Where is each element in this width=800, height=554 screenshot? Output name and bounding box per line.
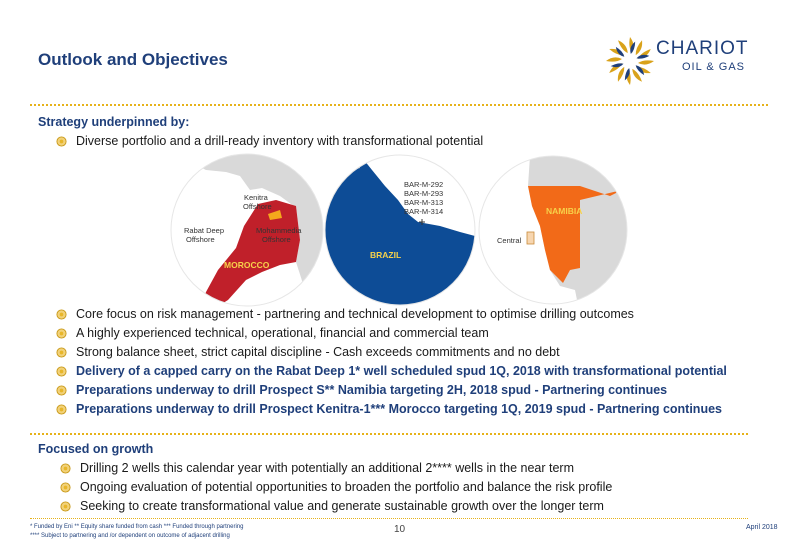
footnote-funding: * Funded by Eni ** Equity share funded from cash *** Funded through partnering	[30, 524, 244, 530]
sunburst-bullet-icon	[56, 404, 67, 415]
bullet-text: Drilling 2 wells this calendar year with potentially an additional 2**** wells in the near term	[80, 461, 575, 475]
strategy-bullet	[76, 326, 489, 340]
bullet-text: Preparations underway to drill Prospect Kenitra-1*** Morocco targeting 1Q, 2019 spud - Partnering continues	[76, 402, 722, 416]
sunburst-bullet-icon	[56, 366, 67, 377]
sunburst-bullet-icon	[56, 309, 67, 320]
map-label-rabat-offshore: Offshore	[186, 235, 215, 244]
map-label-mohammedia: Mohammedia	[256, 226, 302, 235]
map-label-mohammedia-offshore: Offshore	[262, 235, 291, 244]
strategy-bullet-highlight	[76, 383, 667, 397]
sunburst-bullet-icon	[60, 501, 71, 512]
growth-heading: Focused on growth	[38, 442, 154, 456]
map-label-kenitra-offshore: Offshore	[243, 202, 272, 211]
bullet-text: Preparations underway to drill Prospect S** Namibia targeting 2H, 2018 spud - Partnering continues	[76, 383, 668, 397]
growth-bullet	[80, 461, 574, 475]
strategy-bullet	[76, 345, 560, 359]
map-label-bar-m-314: BAR-M-314	[404, 207, 444, 216]
section-divider	[30, 433, 748, 435]
sunburst-bullet-icon	[56, 347, 67, 358]
map-country-morocco: MOROCCO	[224, 260, 270, 270]
page-title: Outlook and Objectives	[38, 50, 228, 69]
growth-bullet	[80, 480, 612, 494]
sunburst-bullet-icon	[56, 328, 67, 339]
logo-subtitle: OIL & GAS	[682, 61, 746, 73]
strategy-heading: Strategy underpinned by:	[38, 115, 190, 129]
map-label-kenitra: Kenitra	[244, 193, 268, 202]
bullet-text: Strong balance sheet, strict capital discipline - Cash exceeds commitments and no debt	[76, 345, 560, 359]
sunburst-bullet-icon	[56, 385, 67, 396]
map-label-bar-m-292: BAR-M-292	[404, 180, 444, 189]
logo-name: CHARIOT	[656, 38, 749, 59]
map-label-bar-m-313: BAR-M-313	[404, 198, 444, 207]
brazil-map	[325, 155, 475, 310]
map-label-rabat-deep: Rabat Deep	[184, 226, 225, 235]
bullet-text: Core focus on risk management - partnering and technical development to optimise drilling outcomes	[76, 307, 634, 321]
sunburst-bullet-icon	[60, 482, 71, 493]
strategy-bullet-highlight	[76, 402, 722, 416]
bullet-text: Ongoing evaluation of potential opportunities to broaden the portfolio and balance the risk profile	[80, 480, 613, 494]
footer-divider	[30, 518, 748, 519]
bullet-text: Diverse portfolio and a drill-ready inventory with transformational potential	[76, 134, 484, 148]
map-country-brazil: BRAZIL	[370, 250, 402, 260]
footer-date: April 2018	[746, 524, 778, 531]
map-country-namibia: NAMIBIA	[546, 206, 583, 216]
map-label-bar-m-293: BAR-M-293	[404, 189, 444, 198]
strategy-bullet	[76, 307, 634, 321]
map-label-central: Central	[497, 236, 522, 245]
bullet-text: Seeking to create transformational value and generate sustainable growth over the longer term	[80, 499, 604, 513]
strategy-bullet-highlight	[76, 364, 727, 378]
page-number: 10	[394, 524, 406, 535]
bullet-text: Delivery of a capped carry on the Rabat Deep 1* well scheduled spud 1Q, 2018 with transformational potential	[76, 364, 727, 378]
bullet-text: A highly experienced technical, operational, financial and commercial team	[76, 326, 489, 340]
sunburst-bullet-icon	[60, 463, 71, 474]
namibia-map	[479, 156, 627, 310]
growth-bullet	[80, 499, 604, 513]
morocco-map	[171, 150, 330, 318]
footnote-partnering: **** Subject to partnering and /or dependent on outcome of adjacent drilling	[30, 533, 230, 539]
